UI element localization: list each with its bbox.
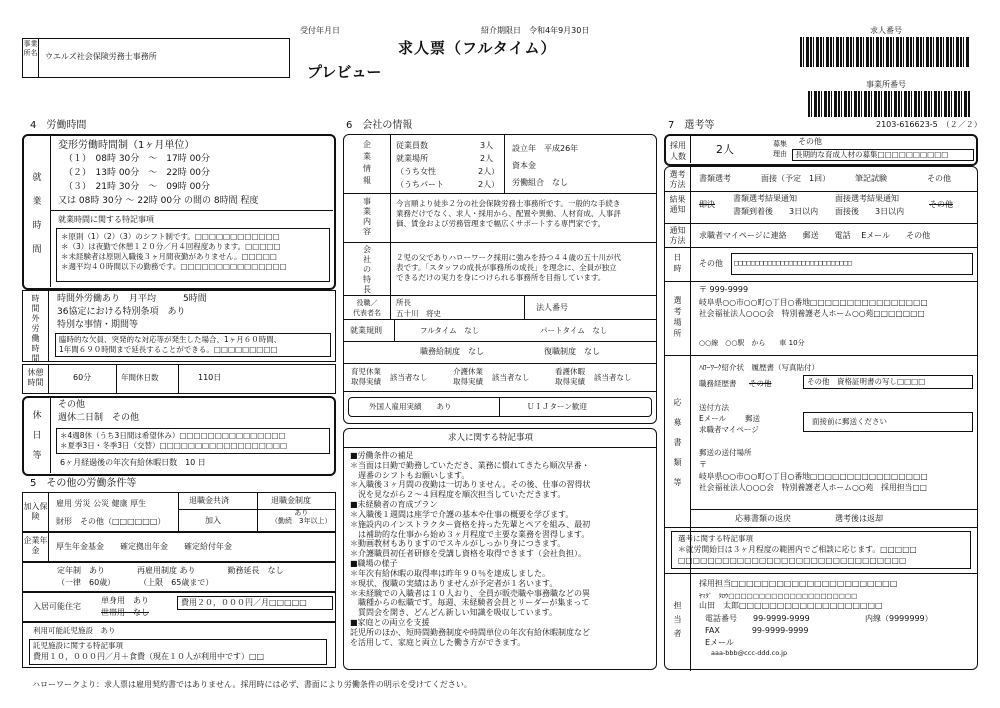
working-hours-box [22, 134, 336, 290]
annual-days-value: 110日 [198, 373, 222, 382]
office-label: 事業所名 [23, 39, 39, 77]
retire-age-line: 定年制 あり 再雇用制度 あり 勤務延長 なし [57, 566, 284, 575]
feature-text: ２児の父でありハローワーク採用に強みを持つ４４歳の五十川が代 表です。「スタッフの成長が事務所の成長」を理念に、全員が独立 できるだけの実力を身につけられる事務所を目指しています。 [396, 253, 621, 283]
pension-value: 厚生年金基金 確定拠出年金 確定給付年金 [56, 542, 232, 551]
send-zip: 〒 [699, 460, 707, 469]
place-address-1: 岐阜県○○市○○町○丁目○番地□□□□□□□□□□□□□□□□ [699, 298, 928, 307]
send-method-label: 送付方法 [699, 403, 729, 412]
section-7-title: 7 選考等 [668, 120, 715, 131]
section-6-title: 6 会社の情報 [346, 120, 413, 131]
childcare-note-box [29, 639, 327, 665]
insurance-row-2: 財形 その他（□□□□□□） [56, 517, 166, 526]
apply-resume: 職務経歴書 [699, 379, 737, 388]
corp-number-label: 法人番号 [536, 303, 568, 312]
employees-label: 従業員数 [396, 141, 428, 150]
retire-system-value: あり （勤続 3年以上） [271, 509, 332, 525]
part-label: （うちパート [396, 180, 444, 189]
method-interview: 面接（予定 1回） [761, 174, 831, 183]
preview-label: プレビュー [307, 63, 382, 81]
contact-email-label: Eメール [705, 638, 734, 647]
company-label: 企 業 情 報 [363, 140, 371, 185]
rules-label: 就業規則 [350, 326, 382, 335]
notify-label: 通知 方法 [669, 226, 686, 245]
insurance-label: 加入保険 [23, 502, 48, 521]
method-written: 筆記試験 [855, 174, 887, 183]
notify-methods: 求職者マイページに連絡 郵送 電話 Eメール その他 [699, 231, 931, 240]
women-value: 2人） [478, 167, 500, 176]
send-note: 面接前に郵送ください [812, 417, 887, 426]
holiday-box [22, 396, 336, 476]
job-special-text: ■労働条件の補足 ＊当面は日勤で勤務していただき、業務に慣れてきたら順次早番・ 遅番のシフトもお願いします。 ＊入職後３ヶ月間の夜勤は一切ありません。その後、仕事の習得状 況を見ながら２～４回程度を順次担当していただきます。 ■未経験者の育成プラン ＊入職後１週間は座学で介護の基本や仕事の概要を学びます。 ＊施設内のインストラクター資格を持った先輩とペアを組み、最初 は補助的な仕事から始め３ヶ月程度で主要な業務を習得します。 ＊動画教材もありますのでスキルがしっかり身につきます。 ＊介護職員初任者研修を受講し資格を取得できます（会社負担）。 ■職場の様子 ＊年次有給休暇の取得率は昨年９０％を達成しました。 ＊現状、復職の実績はありませんが予定者が１名います。 ＊未経験での入職者は１０人おり、全員が販売職や事務職などの異 職種からの転職です。毎週、未経験者会員とリーダーが集まって 質問会を開き、どんどん新しい知識を吸収しています。 ■家庭との両立を支援 託児所のほか、短時間勤務制度や時間単位の年次有給休暇制度など を活用して、家庭と両立した働き方ができます。 [350, 451, 591, 647]
kaigo-value: 該当者なし [492, 373, 530, 382]
contact-fax: FAX 99-9999-9999 [705, 626, 809, 635]
result-doc-title: 書類選考結果通知 [733, 194, 797, 203]
intro-deadline: 紹介期限日 令和4年9月30日 [481, 26, 590, 35]
overtime-note: 臨時的な欠員、突発的な対応等が発生した場合、1ヶ月６０時間、 1年間６９０時間まで延長することができる。□□□□□□□□□ [59, 335, 282, 355]
rep-name: 五十川 将史 [396, 309, 441, 318]
rep-title: 所長 [396, 298, 411, 307]
date-note: □□□□□□□□□□□□□□□□□□□□□□□□□□□□ [734, 259, 853, 267]
recruit-reason-label: 募集 理由 [773, 140, 787, 158]
shift-1: （１） 08時 30分 ～ 17時 00分 [64, 154, 211, 164]
office-number-barcode [808, 91, 970, 117]
holiday-line-1: その他 [58, 400, 86, 410]
result-label: 結果 通知 [669, 195, 686, 214]
send-post: 郵送 [745, 414, 760, 423]
employees-value: 3人 [480, 141, 494, 150]
overtime-line-1: 時間外労働あり 月平均 5時間 [57, 294, 207, 304]
break-value: 60分 [73, 373, 92, 382]
apply-other-note: その他 資格証明書の写し□□□□ [807, 377, 926, 386]
method-label: 選考 方法 [669, 170, 686, 189]
kango-value: 該当者なし [594, 373, 632, 382]
received-date-label: 受付年月日 [300, 26, 340, 35]
contact-name: 山田 太郎□□□□□□□□□□□□□□□□□□□ [699, 601, 883, 610]
selection-special-title: 選考に関する特記事項 [678, 534, 753, 543]
fukushoku-system: 復職制度 なし [544, 347, 600, 356]
business-label: 事 業 内 容 [363, 197, 371, 236]
contact-tel: 電話番号 99-9999-9999 [705, 614, 810, 623]
method-document: 書類選考 [699, 174, 731, 183]
housing-cost-box [177, 596, 333, 610]
holiday-line-2: 週休二日制 その他 [58, 413, 140, 423]
selection-special-text: ＊就労開始日は３ヶ月程度の範囲内でご相談に応じます。□□□□□ □□□□□□□□□□□□□□□□□□□□□□□□□□□□□□□ [678, 545, 917, 565]
contact-kana: ﾔﾏﾀﾞ ﾀﾛｳ□□□□□□□□□□□□□□□□□□□□□ [699, 592, 858, 600]
founded: 設立年 平成26年 [512, 144, 579, 153]
footer-note: ハローワークより：求人票は雇用契約書ではありません。採用時には必ず、書面により労働条件の明示を受けてください。 [32, 680, 472, 689]
hours-special-box [56, 228, 330, 282]
contact-extension: 内線（9999999） [865, 614, 933, 623]
apply-other-box [803, 375, 973, 389]
housing-family: 世帯用 なし [101, 608, 149, 617]
office-number-label: 事業所番号 [866, 80, 906, 89]
contact-email: aaa-bbb@ccc-ddd.co.jp [711, 649, 788, 657]
site-value: 2人 [480, 154, 494, 163]
hiring-count-label: 採用 人数 [670, 141, 686, 161]
office-name: ウエルズ社会保険労務士事務所 [45, 52, 157, 61]
contact-dept: 採用担当□□□□□□□□□□□□□□□□□□□□□□ [699, 579, 898, 588]
shokuba-system: 職務給制度 なし [420, 347, 484, 356]
job-number-label: 求人番号 [870, 26, 902, 35]
page-title: 求人票（フルタイム） [398, 39, 557, 57]
housing-label: 入居可能住宅 [33, 602, 81, 611]
housing-box [22, 592, 336, 622]
annual-days-label: 年間休日数 [121, 373, 159, 382]
kango-label: 看護休暇 取得実績 [555, 367, 585, 386]
result-other: その他 [929, 200, 953, 209]
office-name-box [22, 38, 290, 78]
place-label: 選 考 場 所 [673, 296, 682, 338]
return-label: 応募書類の返戻 [735, 514, 791, 523]
insurance-row-1: 雇用 労災 公災 健康 厚生 [56, 499, 147, 508]
ikuji-label: 育児休業 取得実績 [351, 367, 381, 386]
apply-intro: ﾊﾛｰﾜｰｸ紹介状 履歴書（写真貼付） [699, 363, 819, 372]
holiday-note: ＊4週8休（うち3日間は希望休み）□□□□□□□□□□□□□□□ ＊夏季3日・冬季3日（交替）□□□□□□□□□□□□□□□□□□ [60, 431, 288, 451]
company-info-box [343, 134, 657, 424]
place-zip: 〒 999-9999 [699, 285, 749, 294]
result-interview-days: 面接後 3日以内 [835, 207, 905, 216]
site-label: 就業場所 [396, 154, 428, 163]
send-address-2: 社会福祉法人○○○会 特別養護老人ホーム○○苑 採用担当□□ [699, 483, 928, 492]
contact-label: 担 当 者 [673, 601, 682, 638]
date-note-box [731, 253, 973, 275]
form-id: 2103-616623-5 （２／２） [876, 120, 982, 129]
send-email: Eメール [699, 414, 727, 423]
apply-docs-label: 応 募 書 類 等 [673, 398, 682, 487]
union: 労働組合 なし [512, 178, 568, 187]
result-immediate: 即決 [699, 200, 715, 209]
break-box [22, 364, 336, 394]
section-4-title: 4 労働時間 [30, 120, 87, 131]
hours-special-title: 就業時間に関する特記事項 [58, 215, 154, 224]
rules-part: パートタイム なし [540, 326, 608, 335]
part-value: 2人） [478, 180, 500, 189]
hiring-count-value: 2人 [716, 143, 734, 156]
paid-leave: 6ヶ月経過後の年次有給休暇日数 10 日 [60, 458, 206, 467]
childcare-title: 託児施設に関する特記事項 [33, 641, 123, 650]
retire-mutual-value: 加入 [205, 516, 221, 525]
business-text: 今言順より徒歩２分の社会保険労務士事務所です。一般的な手続き 業務だけでなく、求人・採用から、配置や異動、人材育成、人事評 価、賃金および労務管理まで幅広くサポートする専門家です。 [396, 199, 621, 229]
retire-system-label: 退職金制度 [271, 496, 311, 505]
recruit-reason-note: 長期的な育成人材の募集□□□□□□□□□□ [795, 150, 949, 159]
selection-special-box [671, 531, 971, 569]
hours-special-text: ＊原則（1）（2）（3）のシフト制です。□□□□□□□□□□□□ ＊（3）は夜勤で休憩１２０分／月４回程度あります。□□□□□ ＊未経験者は原則入職後３ヶ月間夜勤がありません。□□□□□ ＊週平均４０時間以下の勤務です。□□□□□□□□□□□□□□□ [61, 232, 287, 272]
foreign-box [348, 397, 652, 417]
recruit-reason-value: その他 [798, 137, 822, 146]
date-label: 日 時 [673, 253, 682, 273]
recruit-reason-note-box [792, 149, 974, 161]
date-value: その他 [699, 259, 723, 268]
kaigo-label: 介護休業 取得実績 [453, 367, 483, 386]
pension-box [22, 532, 336, 562]
break-label: 休憩 時間 [27, 368, 44, 387]
retirement-age-box [22, 562, 336, 592]
holiday-label: 休 日 等 [32, 411, 42, 461]
housing-cost: 費用２０，０００円／月□□□□□ [181, 598, 307, 607]
result-interview-title: 面接選考結果通知 [835, 194, 899, 203]
working-hours-label: 就 業 時 間 [32, 173, 42, 255]
shift-type: 変形労働時間制（1ヶ月単位） [58, 140, 195, 151]
send-mypage: 求職者マイページ [699, 425, 759, 434]
capital: 資本金 [512, 161, 536, 170]
rules-full: フルタイム なし [420, 326, 480, 335]
return-value: 選考後は返却 [835, 514, 883, 523]
overtime-line-3: 特別な事情・期間等 [57, 320, 139, 330]
place-access: ○○線 ○○駅 から 車 10分 [699, 339, 805, 347]
job-special-box [343, 428, 657, 670]
job-number-barcode [800, 37, 970, 67]
apply-other: その他 [749, 379, 772, 388]
rep-label: 役職／ 代表者名 [353, 299, 381, 317]
retire-mutual-label: 退職金共済 [189, 496, 229, 505]
send-address-label: 郵送の送付場所 [699, 448, 752, 457]
hiring-count-box [664, 134, 978, 166]
overtime-label: 時 間 外 労 働 時 間 [31, 294, 40, 363]
insurance-box [22, 492, 336, 532]
holiday-note-box [56, 428, 330, 454]
send-address-1: 岐阜県○○市○○町○丁目○番地□□□□□□□□□□□□□□□□ [699, 472, 928, 481]
place-address-2: 社会福祉法人○○○会 特別養護老人ホーム○○苑□□□□□□□ [699, 309, 925, 318]
alternative-hours: 又は 08時 30分 ～ 22時 00分 の間の 8時間 程度 [58, 196, 259, 206]
shift-2: （２） 13時 00分 ～ 22時 00分 [64, 168, 211, 178]
result-doc-days: 書類到着後 3日以内 [733, 207, 819, 216]
pension-label: 企業年金 [23, 536, 48, 555]
selection-box [664, 166, 978, 670]
retire-age-sub: （一律 60歳） （上限 65歳まで） [57, 578, 214, 587]
foreign-workers: 外国人雇用実績 あり [369, 402, 452, 411]
job-special-title: 求人に関する特記事項 [448, 433, 534, 443]
childcare-text: 費用１０，０００円／月＋食費（現在１０人が利用中です）□□ [33, 652, 265, 661]
method-other: その他 [927, 174, 951, 183]
uij-turn: ＵＩＪターン歓迎 [527, 402, 587, 411]
feature-label: 会 社 の 特 長 [363, 245, 371, 294]
ikuji-value: 該当者なし [390, 373, 428, 382]
housing-single: 単身用 あり [101, 596, 149, 605]
overtime-box [22, 290, 336, 362]
shift-3: （３） 21時 30分 ～ 09時 00分 [64, 182, 211, 192]
overtime-line-2: 36協定における特別条項 あり [57, 307, 186, 317]
childcare-label: 利用可能託児施設 あり [33, 626, 116, 635]
women-label: （うち女性 [396, 167, 436, 176]
childcare-box [22, 622, 336, 668]
section-5-title: 5 その他の労働条件等 [30, 478, 137, 489]
send-note-box [803, 412, 973, 432]
overtime-note-box [55, 333, 331, 357]
